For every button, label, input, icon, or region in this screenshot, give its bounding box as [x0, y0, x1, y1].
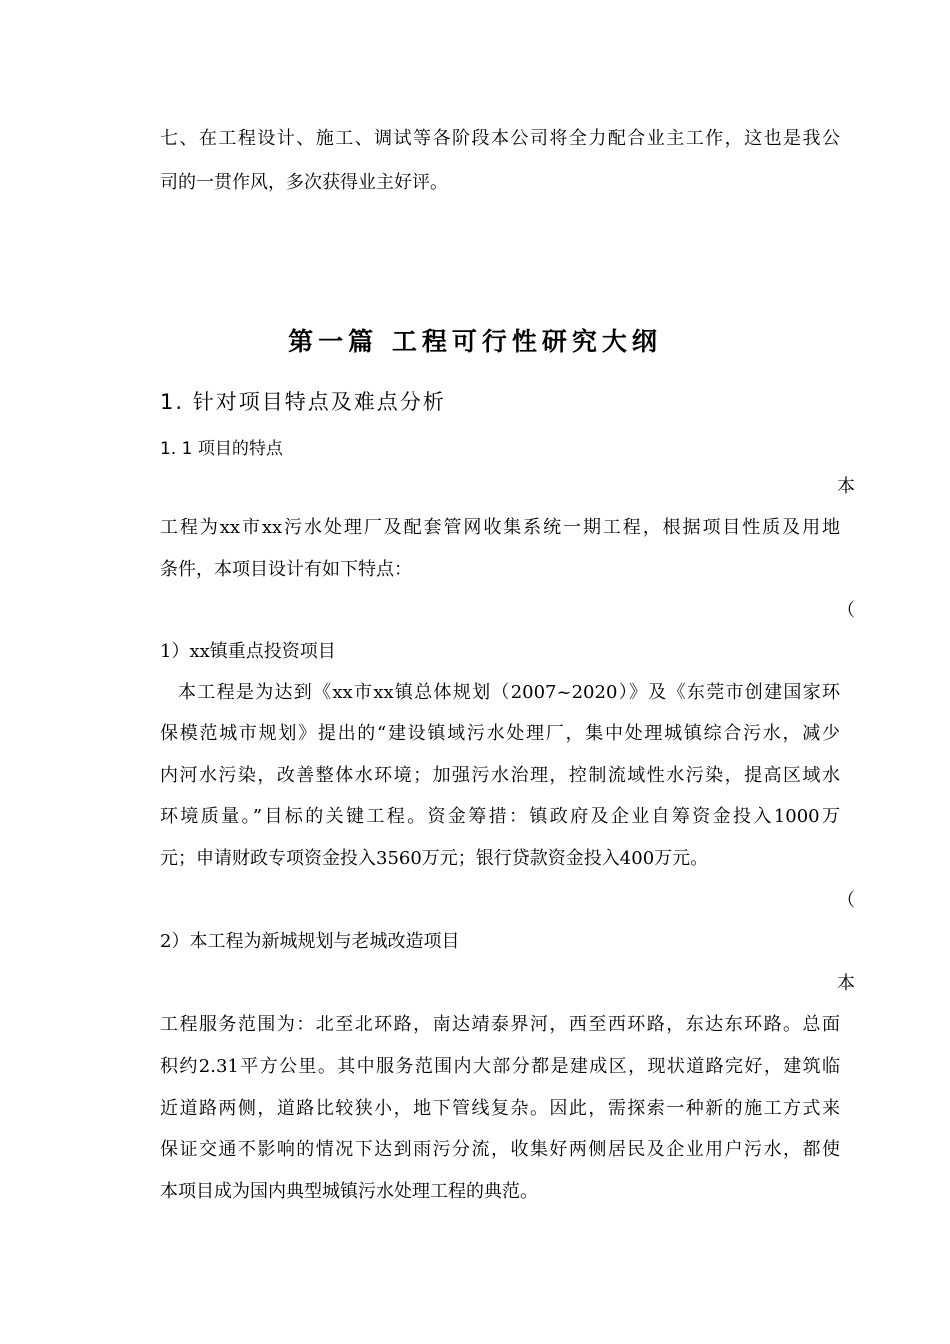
para-line: 本工程是为达到《xx市xx镇总体规划（2007~2020）》及《东莞市创建国家环: [178, 682, 840, 703]
sub-heading: 1. 1 项目的特点: [160, 439, 283, 459]
para-line: 工程服务范围为：北至北环路，南达靖泰界河，西至西环路，东达东环路。总面: [160, 1014, 840, 1035]
section-heading: 1. 针对项目特点及难点分析: [160, 390, 446, 414]
orphan-char: 本: [837, 973, 855, 994]
intro-line-2: 司的一贯作风，多次获得业主好评。: [160, 172, 448, 193]
para-line: 保模范城市规划》提出的“建设镇域污水处理厂，集中处理城镇综合污水，减少: [160, 723, 840, 744]
paren-char: （: [837, 890, 855, 911]
para-line: 工程为xx市xx污水处理厂及配套管网收集系统一期工程，根据项目性质及用地: [160, 517, 840, 538]
para-line: 本项目成为国内典型城镇污水处理工程的典范。: [160, 1181, 538, 1202]
intro-line-1: 七、在工程设计、施工、调试等各阶段本公司将全力配合业主工作，这也是我公: [160, 128, 840, 149]
paren-char: （: [837, 600, 855, 621]
para-line: 环境质量。”目标的关键工程。资金筹措：镇政府及企业自筹资金投入1000万: [160, 806, 840, 827]
para-line: 内河水污染，改善整体水环境；加强污水治理，控制流域性水污染，提高区域水: [160, 765, 840, 786]
item-title: 2）本工程为新城规划与老城改造项目: [160, 931, 460, 952]
item-title: 1）xx镇重点投资项目: [160, 641, 336, 662]
orphan-char: 本: [837, 476, 855, 497]
part-title: 第一篇 工程可行性研究大纲: [288, 327, 662, 356]
para-line: 元；申请财政专项资金投入3560万元；银行贷款资金投入400万元。: [160, 848, 709, 869]
para-line: 保证交通不影响的情况下达到雨污分流，收集好两侧居民及企业用户污水，都使: [160, 1139, 840, 1160]
para-line: 近道路两侧，道路比较狭小，地下管线复杂。因此，需探索一种新的施工方式来: [160, 1098, 840, 1119]
para-line: 条件，本项目设计有如下特点：: [160, 559, 412, 580]
para-line: 积约2.31平方公里。其中服务范围内大部分都是建成区，现状道路完好，建筑临: [160, 1056, 840, 1077]
